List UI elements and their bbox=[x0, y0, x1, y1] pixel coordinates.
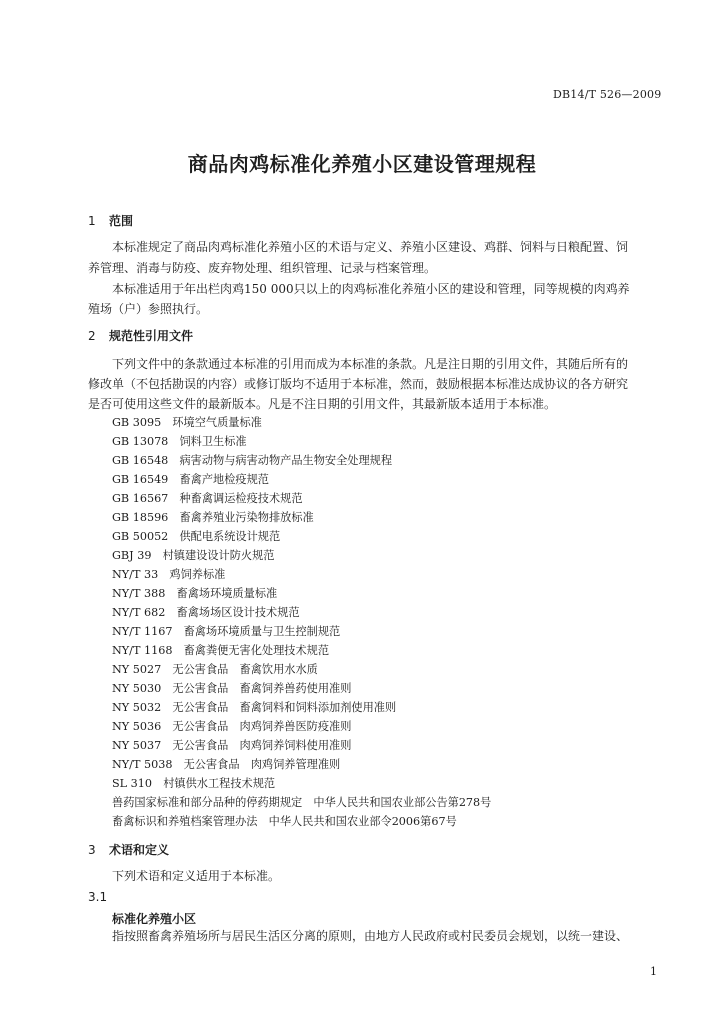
reference-item: NY/T 682 畜禽场场区设计技术规范 bbox=[112, 606, 300, 619]
standard-code: DB14/T 526—2009 bbox=[553, 88, 662, 101]
section-number: 3 bbox=[88, 843, 96, 857]
reference-item: 兽药国家标准和部分品种的停药期规定 中华人民共和国农业部公告第278号 bbox=[112, 796, 492, 809]
document-title: 商品肉鸡标准化养殖小区建设管理规程 bbox=[187, 152, 537, 176]
reference-item: GB 50052 供配电系统设计规范 bbox=[112, 530, 281, 543]
reference-item: GB 3095 环境空气质量标准 bbox=[112, 416, 262, 429]
reference-item: GBJ 39 村镇建设设计防火规范 bbox=[112, 549, 275, 562]
paragraph-line: 殖场（户）参照执行。 bbox=[88, 302, 209, 316]
reference-item: GB 16567 种畜禽调运检疫技术规范 bbox=[112, 492, 303, 505]
paragraph-line: 本标准适用于年出栏肉鸡150 000只以上的肉鸡标准化养殖小区的建设和管理，同等规模的肉鸡养 bbox=[112, 282, 630, 296]
term-number: 3.1 bbox=[88, 890, 108, 904]
term-name: 标准化养殖小区 bbox=[112, 912, 197, 926]
reference-item: GB 16548 病害动物与病害动物产品生物安全处理规程 bbox=[112, 454, 393, 467]
page-number: 1 bbox=[650, 965, 657, 978]
reference-item: NY 5032 无公害食品 畜禽饲料和饲料添加剂使用准则 bbox=[112, 701, 397, 714]
reference-item: NY 5030 无公害食品 畜禽饲养兽药使用准则 bbox=[112, 682, 352, 695]
reference-item: NY/T 33 鸡饲养标准 bbox=[112, 568, 226, 581]
reference-item: SL 310 村镇供水工程技术规范 bbox=[112, 777, 276, 790]
paragraph-line: 下列文件中的条款通过本标准的引用而成为本标准的条款。凡是注日期的引用文件，其随后所有的 bbox=[112, 357, 629, 371]
section-2-heading bbox=[88, 327, 193, 344]
paragraph-line: 养管理、消毒与防疫、废弃物处理、组织管理、记录与档案管理。 bbox=[88, 261, 437, 275]
term-definition: 指按照畜禽养殖场所与居民生活区分离的原则，由地方人民政府或村民委员会规划，以统一建设、 bbox=[112, 929, 629, 943]
section-number: 2 bbox=[88, 329, 96, 343]
reference-item: NY/T 5038 无公害食品 肉鸡饲养管理准则 bbox=[112, 758, 341, 771]
reference-item: GB 18596 畜禽养殖业污染物排放标准 bbox=[112, 511, 314, 524]
section-title: 规范性引用文件 bbox=[109, 329, 194, 343]
reference-item: NY 5027 无公害食品 畜禽饮用水水质 bbox=[112, 663, 318, 676]
paragraph-line: 修改单（不包括勘误的内容）或修订版均不适用于本标准，然而，鼓励根据本标准达成协议的各方研究 bbox=[88, 377, 629, 391]
reference-item: 畜禽标识和养殖档案管理办法 中华人民共和国农业部令2006第67号 bbox=[112, 815, 457, 828]
reference-item: GB 16549 畜禽产地检疫规范 bbox=[112, 473, 269, 486]
section-number: 1 bbox=[88, 214, 96, 228]
reference-item: GB 13078 饲料卫生标准 bbox=[112, 435, 247, 448]
paragraph-line: 本标准规定了商品肉鸡标准化养殖小区的术语与定义、养殖小区建设、鸡群、饲料与日粮配置、饲 bbox=[112, 240, 629, 254]
reference-item: NY/T 1168 畜禽粪便无害化处理技术规范 bbox=[112, 644, 330, 657]
section-title: 术语和定义 bbox=[109, 843, 170, 857]
reference-item: NY 5037 无公害食品 肉鸡饲养饲料使用准则 bbox=[112, 739, 352, 752]
section-1-heading bbox=[88, 212, 133, 229]
paragraph-line: 是否可使用这些文件的最新版本。凡是不注日期的引用文件，其最新版本适用于本标准。 bbox=[88, 397, 557, 411]
reference-item: NY 5036 无公害食品 肉鸡饲养兽医防疫准则 bbox=[112, 720, 352, 733]
section-title: 范围 bbox=[109, 214, 134, 228]
section-3-heading bbox=[88, 841, 169, 858]
paragraph-line: 下列术语和定义适用于本标准。 bbox=[112, 869, 281, 883]
reference-item: NY/T 388 畜禽场环境质量标准 bbox=[112, 587, 278, 600]
reference-item: NY/T 1167 畜禽场环境质量与卫生控制规范 bbox=[112, 625, 341, 638]
